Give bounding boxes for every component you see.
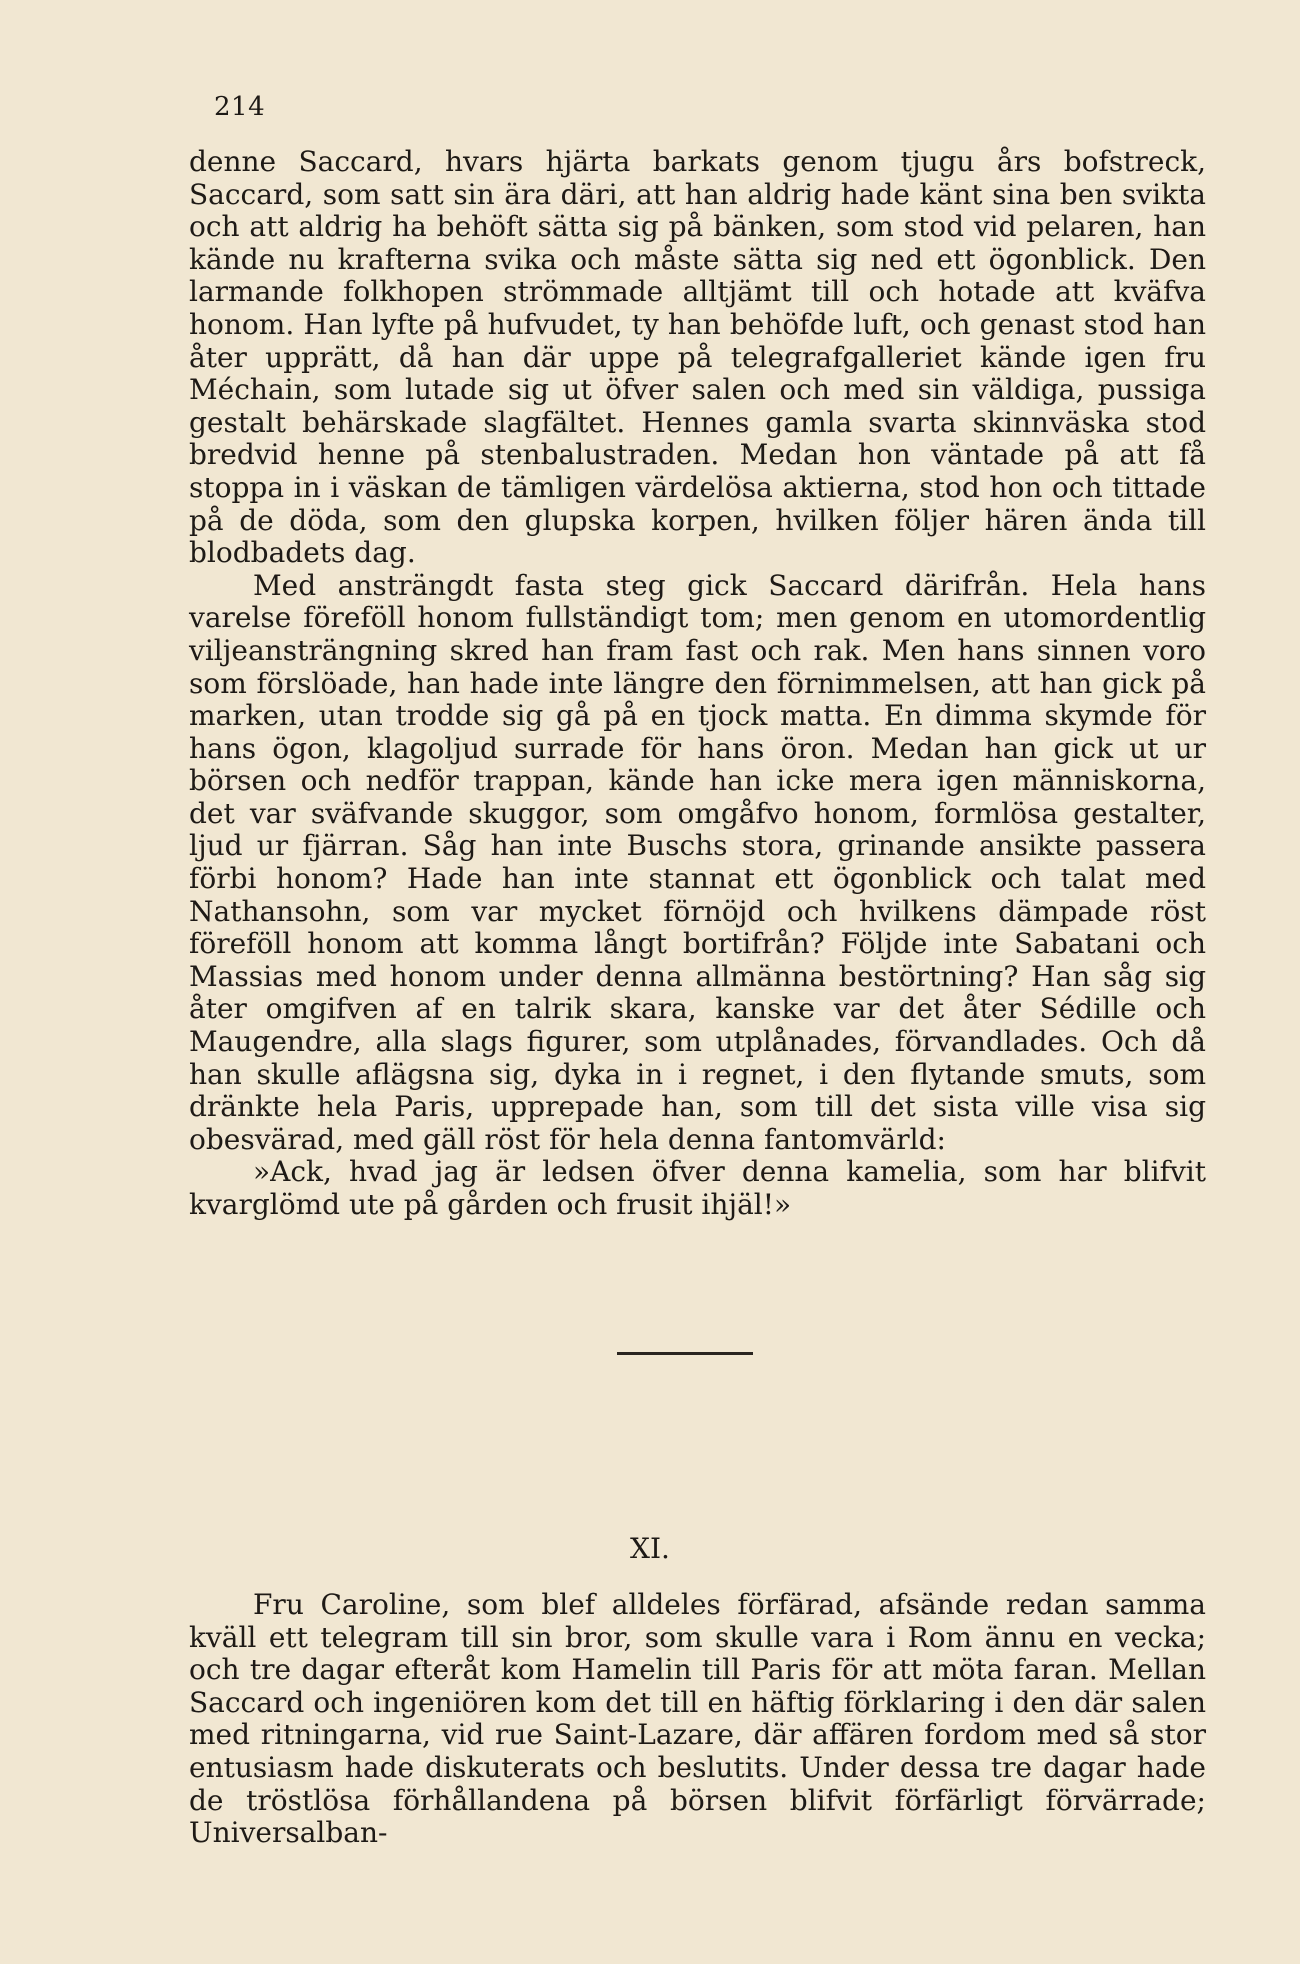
chapter-text — [189, 1589, 1206, 1850]
paragraph: »Ack, hvad jag är ledsen öfver denna kamelia, som har blifvit kvarglömd ute på gården och frusit ihjäl!» — [189, 1155, 1206, 1221]
section-divider — [617, 1352, 753, 1355]
paragraph: denne Saccard, hvars hjärta barkats genom tjugu års bofstreck, Saccard, som satt sin ära däri, att han aldrig hade känt sina ben svikta och att aldrig ha behöft sätta sig på bänken, som stod vid pelaren, han kände nu krafterna svika och måste sätta sig ned ett ögonblick. Den larmande folkhopen strömmade alltjämt till och hotade att kväfva honom. Han lyfte på hufvudet, ty han behöfde luft, och genast stod han åter upprätt, då han där uppe på telegrafgalleriet kände igen fru Méchain, som lutade sig ut öfver salen och med sin väldiga, pussiga gestalt behärskade slagfältet. Hennes gamla svarta skinnväska stod bredvid henne på stenbalustraden. Medan hon väntade på att få stoppa in i väskan de tämligen värdelösa aktierna, stod hon och tittade på de döda, som den glupska korpen, hvilken följer hären ända till blodbadets dag. — [189, 145, 1206, 570]
chapter-text-continued — [189, 146, 1206, 1222]
paragraph: Fru Caroline, som blef alldeles förfärad, afsände redan samma kväll ett telegram till sin bror, som skulle vara i Rom ännu en vecka; och tre dagar efteråt kom Hamelin till Paris för att möta faran. Mellan Saccard och ingeniören kom det till en häftig förklaring i den där salen med ritningarna, vid rue Saint-Lazare, där affären fordom med så stor entusiasm hade diskuterats och beslutits. Under dessa tre dagar hade de tröstlösa förhållandena på börsen blifvit förfärligt förvärrade; Universalban- — [189, 1588, 1206, 1850]
paragraph: Med ansträngdt fasta steg gick Saccard därifrån. Hela hans varelse föreföll honom fullständigt tom; men genom en utomordentlig viljeansträngning skred han fram fast och rak. Men hans sinnen voro som förslöade, han hade inte längre den förnimmelsen, att han gick på marken, utan trodde sig gå på en tjock matta. En dimma skymde för hans ögon, klagoljud surrade för hans öron. Medan han gick ut ur börsen och nedför trappan, kände han icke mera igen människorna, det var sväfvande skuggor, som omgåfvo honom, formlösa gestalter, ljud ur fjärran. Såg han inte Buschs stora, grinande ansikte passera förbi honom? Hade han inte stannat ett ögonblick och talat med Nathansohn, som var mycket förnöjd och hvilkens dämpade röst föreföll honom att komma långt bortifrån? Följde inte Sabatani och Massias med honom under denna allmänna bestörtning? Han såg sig åter omgifven af en talrik skara, kanske var det åter Sédille och Maugendre, alla slags figurer, som utplånades, förvandlades. Och då han skulle aflägsna sig, dyka in i regnet, i den flytande smuts, som dränkte hela Paris, upprepade han, som till det sista ville visa sig obesvärad, med gäll röst för hela denna fantomvärld: — [189, 568, 1206, 1156]
chapter-heading: XI. — [630, 1532, 670, 1565]
page-number: 214 — [214, 92, 266, 122]
